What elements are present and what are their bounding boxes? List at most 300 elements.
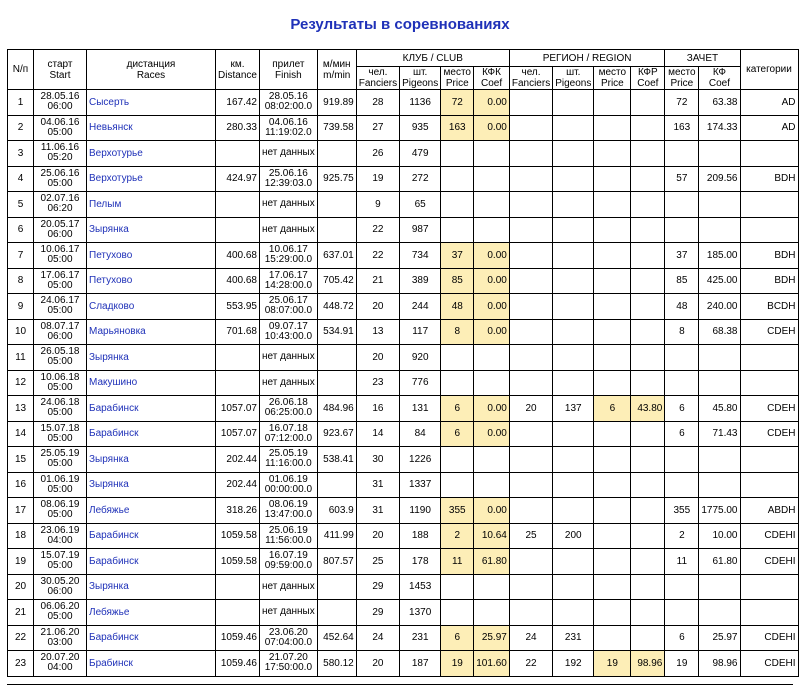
category-cell: CDEHI <box>740 625 798 651</box>
region-coef-cell <box>631 447 665 473</box>
table-header <box>8 50 799 90</box>
speed-cell: 923.67 <box>317 421 356 447</box>
speed-cell <box>317 217 356 243</box>
race-link[interactable]: Зырянка <box>89 224 129 236</box>
race-link[interactable]: Петухово <box>89 275 133 287</box>
zachet-coef-cell: 209.56 <box>699 166 740 192</box>
zachet-place-cell: 163 <box>665 115 699 141</box>
club-fanciers-cell: 19 <box>356 166 399 192</box>
table-row <box>8 574 799 600</box>
table-row <box>8 115 799 141</box>
club-fanciers-cell: 25 <box>356 549 399 575</box>
region-fanciers-cell <box>509 498 552 524</box>
club-place-cell: 6 <box>441 396 474 422</box>
race-cell <box>87 574 216 600</box>
zachet-place-cell: 11 <box>665 549 699 575</box>
finish-cell: 26.06.18 06:25:00.0 <box>260 396 318 422</box>
region-fanciers-cell <box>509 370 552 396</box>
race-link[interactable]: Лебяжье <box>89 504 130 516</box>
region-place-cell <box>594 345 631 371</box>
race-cell <box>87 90 216 116</box>
club-fanciers-cell: 23 <box>356 370 399 396</box>
distance-cell: 1059.46 <box>216 625 260 651</box>
club-pigeons-cell: 987 <box>400 217 441 243</box>
finish-cell: 09.07.17 10:43:00.0 <box>260 319 318 345</box>
club-coef-cell <box>474 166 510 192</box>
finish-cell: 25.05.19 11:16:00.0 <box>260 447 318 473</box>
speed-cell <box>317 370 356 396</box>
club-pigeons-cell: 776 <box>400 370 441 396</box>
race-link[interactable]: Брабинск <box>89 657 133 669</box>
club-place-cell <box>441 472 474 498</box>
start-cell: 06.06.20 05:00 <box>34 600 87 626</box>
club-fanciers-cell: 20 <box>356 651 399 677</box>
region-pigeons-cell <box>553 319 594 345</box>
distance-cell: 553.95 <box>216 294 260 320</box>
zachet-place-cell <box>665 472 699 498</box>
club-fanciers-cell: 20 <box>356 345 399 371</box>
race-link[interactable]: Пелым <box>89 198 122 210</box>
region-subheader-0: чел. Fanciers <box>509 67 552 90</box>
region-pigeons-cell <box>553 549 594 575</box>
distance-cell <box>216 574 260 600</box>
finish-cell: 28.05.16 08:02:00.0 <box>260 90 318 116</box>
region-pigeons-cell <box>553 370 594 396</box>
race-cell <box>87 243 216 269</box>
region-fanciers-cell: 24 <box>509 625 552 651</box>
race-cell <box>87 600 216 626</box>
row-number: 2 <box>8 115 34 141</box>
club-coef-cell: 10.64 <box>474 523 510 549</box>
speed-cell <box>317 600 356 626</box>
race-link[interactable]: Барабинск <box>89 402 139 414</box>
zachet-place-cell <box>665 141 699 167</box>
category-cell: CDEH <box>740 421 798 447</box>
club-coef-cell: 61.80 <box>474 549 510 575</box>
club-fanciers-cell: 9 <box>356 192 399 218</box>
region-fanciers-cell <box>509 294 552 320</box>
page-title: Результаты в соревнованиях <box>290 16 510 33</box>
club-pigeons-cell: 131 <box>400 396 441 422</box>
race-link[interactable]: Зырянка <box>89 479 129 491</box>
zachet-place-cell: 6 <box>665 421 699 447</box>
race-cell <box>87 498 216 524</box>
race-link[interactable]: Зырянка <box>89 351 129 363</box>
zachet-place-cell: 57 <box>665 166 699 192</box>
start-cell: 21.06.20 03:00 <box>34 625 87 651</box>
region-fanciers-cell <box>509 192 552 218</box>
row-number: 9 <box>8 294 34 320</box>
zachet-place-cell <box>665 345 699 371</box>
speed-cell: 637.01 <box>317 243 356 269</box>
region-place-cell <box>594 166 631 192</box>
race-cell <box>87 192 216 218</box>
category-cell: CDEH <box>740 319 798 345</box>
table-row <box>8 651 799 677</box>
table-row <box>8 166 799 192</box>
col-header-race: дистанция Races <box>87 50 216 90</box>
race-cell <box>87 268 216 294</box>
zachet-place-cell: 19 <box>665 651 699 677</box>
speed-cell: 919.89 <box>317 90 356 116</box>
region-pigeons-cell: 200 <box>553 523 594 549</box>
region-place-cell <box>594 243 631 269</box>
distance-cell: 1057.07 <box>216 396 260 422</box>
distance-cell: 280.33 <box>216 115 260 141</box>
region-coef-cell <box>631 294 665 320</box>
speed-cell <box>317 141 356 167</box>
race-cell <box>87 472 216 498</box>
region-place-cell <box>594 625 631 651</box>
club-coef-cell: 0.00 <box>474 421 510 447</box>
region-place-cell <box>594 294 631 320</box>
speed-cell: 807.57 <box>317 549 356 575</box>
club-pigeons-cell: 734 <box>400 243 441 269</box>
club-fanciers-cell: 30 <box>356 447 399 473</box>
region-subheader-2: место Price <box>594 67 631 90</box>
zachet-coef-cell: 45.80 <box>699 396 740 422</box>
club-fanciers-cell: 13 <box>356 319 399 345</box>
col-header-n: N/п <box>8 50 34 90</box>
region-fanciers-cell <box>509 447 552 473</box>
speed-cell: 705.42 <box>317 268 356 294</box>
region-pigeons-cell <box>553 217 594 243</box>
row-number: 17 <box>8 498 34 524</box>
club-pigeons-cell: 935 <box>400 115 441 141</box>
club-place-cell <box>441 447 474 473</box>
region-coef-cell <box>631 268 665 294</box>
club-place-cell: 19 <box>441 651 474 677</box>
distance-cell: 424.97 <box>216 166 260 192</box>
club-fanciers-cell: 31 <box>356 472 399 498</box>
region-coef-cell <box>631 243 665 269</box>
zachet-place-cell: 48 <box>665 294 699 320</box>
club-coef-cell: 0.00 <box>474 268 510 294</box>
start-cell: 25.06.16 05:00 <box>34 166 87 192</box>
race-link[interactable]: Барабинск <box>89 555 139 567</box>
zachet-place-cell: 72 <box>665 90 699 116</box>
region-place-cell <box>594 574 631 600</box>
region-pigeons-cell <box>553 115 594 141</box>
zachet-coef-cell <box>699 447 740 473</box>
start-cell: 23.06.19 04:00 <box>34 523 87 549</box>
club-pigeons-cell: 178 <box>400 549 441 575</box>
club-pigeons-cell: 1337 <box>400 472 441 498</box>
category-cell <box>740 345 798 371</box>
club-coef-cell: 0.00 <box>474 115 510 141</box>
club-coef-cell <box>474 472 510 498</box>
region-fanciers-cell <box>509 141 552 167</box>
distance-cell: 400.68 <box>216 268 260 294</box>
speed-cell <box>317 345 356 371</box>
club-subheader-0: чел. Fanciers <box>356 67 399 90</box>
club-fanciers-cell: 14 <box>356 421 399 447</box>
race-cell <box>87 421 216 447</box>
region-pigeons-cell <box>553 498 594 524</box>
club-place-cell: 85 <box>441 268 474 294</box>
speed-cell: 452.64 <box>317 625 356 651</box>
finish-cell: 25.06.16 12:39:03.0 <box>260 166 318 192</box>
race-link[interactable]: Барабинск <box>89 428 139 440</box>
zachet-subheader-0: место Price <box>665 67 699 90</box>
region-coef-cell <box>631 345 665 371</box>
zachet-coef-cell <box>699 472 740 498</box>
row-number: 23 <box>8 651 34 677</box>
zachet-coef-cell: 10.00 <box>699 523 740 549</box>
col-group-region: РЕГИОН / REGION <box>509 50 665 67</box>
club-fanciers-cell: 28 <box>356 90 399 116</box>
table-row <box>8 268 799 294</box>
finish-cell: 25.06.17 08:07:00.0 <box>260 294 318 320</box>
start-cell: 20.07.20 04:00 <box>34 651 87 677</box>
race-cell <box>87 651 216 677</box>
club-fanciers-cell: 21 <box>356 268 399 294</box>
club-coef-cell <box>474 447 510 473</box>
region-fanciers-cell <box>509 243 552 269</box>
finish-cell: нет данных <box>260 141 318 167</box>
speed-cell: 538.41 <box>317 447 356 473</box>
speed-cell: 739.58 <box>317 115 356 141</box>
race-link[interactable]: Зырянка <box>89 581 129 593</box>
category-cell: CDEHI <box>740 549 798 575</box>
distance-cell: 1059.46 <box>216 651 260 677</box>
category-cell <box>740 217 798 243</box>
club-coef-cell <box>474 141 510 167</box>
region-fanciers-cell: 22 <box>509 651 552 677</box>
distance-cell <box>216 217 260 243</box>
zachet-place-cell: 6 <box>665 396 699 422</box>
zachet-place-cell <box>665 217 699 243</box>
region-coef-cell <box>631 523 665 549</box>
race-link[interactable]: Верхотурье <box>89 147 143 159</box>
region-place-cell <box>594 472 631 498</box>
club-coef-cell <box>474 600 510 626</box>
club-subheader-2: место Price <box>441 67 474 90</box>
club-coef-cell: 0.00 <box>474 243 510 269</box>
zachet-place-cell: 8 <box>665 319 699 345</box>
start-cell: 01.06.19 05:00 <box>34 472 87 498</box>
distance-cell: 701.68 <box>216 319 260 345</box>
race-cell <box>87 523 216 549</box>
club-place-cell: 48 <box>441 294 474 320</box>
region-fanciers-cell: 25 <box>509 523 552 549</box>
speed-cell: 925.75 <box>317 166 356 192</box>
region-pigeons-cell <box>553 90 594 116</box>
race-cell <box>87 141 216 167</box>
zachet-coef-cell <box>699 600 740 626</box>
start-cell: 30.05.20 06:00 <box>34 574 87 600</box>
table-body <box>8 90 799 677</box>
zachet-coef-cell: 425.00 <box>699 268 740 294</box>
region-place-cell: 6 <box>594 396 631 422</box>
start-cell: 02.07.16 06:20 <box>34 192 87 218</box>
distance-cell: 1059.58 <box>216 549 260 575</box>
race-link[interactable]: Лебяжье <box>89 606 130 618</box>
speed-cell: 411.99 <box>317 523 356 549</box>
region-coef-cell <box>631 574 665 600</box>
race-link[interactable]: Макушино <box>89 377 138 389</box>
category-cell <box>740 574 798 600</box>
zachet-place-cell: 355 <box>665 498 699 524</box>
club-pigeons-cell: 188 <box>400 523 441 549</box>
category-cell: CDEHI <box>740 651 798 677</box>
category-cell <box>740 447 798 473</box>
race-cell <box>87 370 216 396</box>
region-coef-cell <box>631 421 665 447</box>
row-number: 11 <box>8 345 34 371</box>
category-cell: CDEH <box>740 396 798 422</box>
category-cell: BDH <box>740 166 798 192</box>
race-link[interactable]: Верхотурье <box>89 173 143 185</box>
region-pigeons-cell <box>553 345 594 371</box>
row-number: 16 <box>8 472 34 498</box>
region-pigeons-cell <box>553 166 594 192</box>
start-cell: 20.05.17 06:00 <box>34 217 87 243</box>
region-pigeons-cell <box>553 421 594 447</box>
row-number: 6 <box>8 217 34 243</box>
region-pigeons-cell <box>553 574 594 600</box>
category-cell: BDH <box>740 243 798 269</box>
col-group-club: КЛУБ / CLUB <box>356 50 509 67</box>
region-pigeons-cell <box>553 472 594 498</box>
start-cell: 15.07.18 05:00 <box>34 421 87 447</box>
region-place-cell <box>594 141 631 167</box>
club-fanciers-cell: 24 <box>356 625 399 651</box>
distance-cell <box>216 192 260 218</box>
speed-cell: 603.9 <box>317 498 356 524</box>
region-place-cell <box>594 600 631 626</box>
race-link[interactable]: Сысерть <box>89 96 130 108</box>
table-row <box>8 549 799 575</box>
region-fanciers-cell <box>509 549 552 575</box>
table-row <box>8 498 799 524</box>
table-row <box>8 243 799 269</box>
category-cell <box>740 472 798 498</box>
race-link[interactable]: Невьянск <box>89 122 133 134</box>
results-table <box>7 49 799 677</box>
region-place-cell <box>594 268 631 294</box>
region-pigeons-cell <box>553 294 594 320</box>
row-number: 7 <box>8 243 34 269</box>
category-cell: AD <box>740 90 798 116</box>
region-place-cell <box>594 498 631 524</box>
category-cell: BCDH <box>740 294 798 320</box>
col-header-category: категории <box>740 50 798 90</box>
bottom-divider <box>7 684 793 685</box>
col-header-finish: прилет Finish <box>260 50 318 90</box>
club-fanciers-cell: 20 <box>356 523 399 549</box>
distance-cell: 400.68 <box>216 243 260 269</box>
region-fanciers-cell <box>509 421 552 447</box>
region-place-cell <box>594 523 631 549</box>
finish-cell: 10.06.17 15:29:00.0 <box>260 243 318 269</box>
row-number: 14 <box>8 421 34 447</box>
zachet-coef-cell <box>699 370 740 396</box>
finish-cell: 16.07.19 09:59:00.0 <box>260 549 318 575</box>
speed-cell <box>317 192 356 218</box>
zachet-coef-cell: 71.43 <box>699 421 740 447</box>
race-cell <box>87 447 216 473</box>
table-row <box>8 294 799 320</box>
club-pigeons-cell: 84 <box>400 421 441 447</box>
region-place-cell <box>594 115 631 141</box>
category-cell <box>740 600 798 626</box>
region-fanciers-cell <box>509 574 552 600</box>
start-cell: 28.05.16 06:00 <box>34 90 87 116</box>
club-pigeons-cell: 1136 <box>400 90 441 116</box>
club-pigeons-cell: 920 <box>400 345 441 371</box>
zachet-place-cell: 6 <box>665 625 699 651</box>
region-place-cell <box>594 370 631 396</box>
zachet-place-cell <box>665 600 699 626</box>
zachet-coef-cell: 98.96 <box>699 651 740 677</box>
club-pigeons-cell: 187 <box>400 651 441 677</box>
club-place-cell: 2 <box>441 523 474 549</box>
zachet-subheader-1: КФ Coef <box>699 67 740 90</box>
region-place-cell <box>594 90 631 116</box>
race-link[interactable]: Барабинск <box>89 632 139 644</box>
region-place-cell <box>594 549 631 575</box>
row-number: 5 <box>8 192 34 218</box>
race-link[interactable]: Сладково <box>89 300 135 312</box>
club-coef-cell: 101.60 <box>474 651 510 677</box>
category-cell <box>740 370 798 396</box>
finish-cell: нет данных <box>260 574 318 600</box>
region-place-cell <box>594 192 631 218</box>
table-row <box>8 345 799 371</box>
table-row <box>8 319 799 345</box>
zachet-place-cell <box>665 370 699 396</box>
race-cell <box>87 345 216 371</box>
region-fanciers-cell <box>509 600 552 626</box>
club-pigeons-cell: 479 <box>400 141 441 167</box>
distance-cell: 202.44 <box>216 447 260 473</box>
region-place-cell <box>594 421 631 447</box>
finish-cell: 04.06.16 11:19:02.0 <box>260 115 318 141</box>
race-link[interactable]: Марьяновка <box>89 326 146 338</box>
club-fanciers-cell: 22 <box>356 243 399 269</box>
club-place-cell <box>441 574 474 600</box>
club-pigeons-cell: 1370 <box>400 600 441 626</box>
speed-cell <box>317 574 356 600</box>
region-pigeons-cell <box>553 141 594 167</box>
race-link[interactable]: Зырянка <box>89 453 129 465</box>
region-coef-cell <box>631 319 665 345</box>
region-place-cell <box>594 217 631 243</box>
region-place-cell <box>594 319 631 345</box>
row-number: 18 <box>8 523 34 549</box>
table-row <box>8 472 799 498</box>
speed-cell: 534.91 <box>317 319 356 345</box>
club-place-cell <box>441 370 474 396</box>
region-coef-cell <box>631 115 665 141</box>
start-cell: 15.07.19 05:00 <box>34 549 87 575</box>
race-link[interactable]: Петухово <box>89 249 133 261</box>
row-number: 8 <box>8 268 34 294</box>
row-number: 22 <box>8 625 34 651</box>
race-link[interactable]: Барабинск <box>89 530 139 542</box>
club-coef-cell <box>474 217 510 243</box>
region-coef-cell <box>631 217 665 243</box>
start-cell: 24.06.17 05:00 <box>34 294 87 320</box>
club-coef-cell: 25.97 <box>474 625 510 651</box>
finish-cell: 23.06.20 07:04:00.0 <box>260 625 318 651</box>
club-place-cell: 6 <box>441 625 474 651</box>
col-header-start: старт Start <box>34 50 87 90</box>
finish-cell: 17.06.17 14:28:00.0 <box>260 268 318 294</box>
region-fanciers-cell <box>509 319 552 345</box>
region-pigeons-cell <box>553 268 594 294</box>
